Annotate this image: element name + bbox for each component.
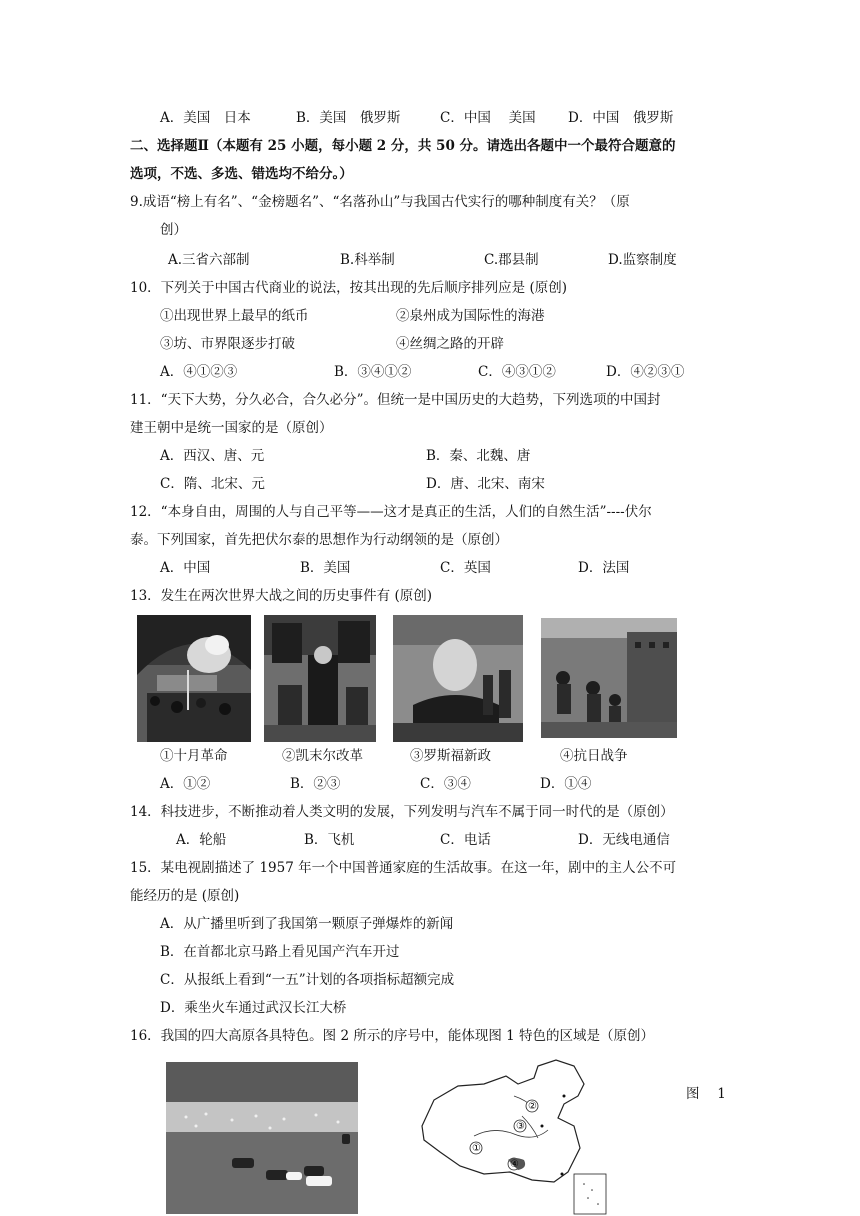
q9-option-a: A.三省六部制 [168, 252, 250, 268]
q9-stem-line2: 创） [160, 222, 187, 238]
q14-option-a: A．轮船 [176, 832, 227, 848]
top-option-d: D．中国 俄罗斯 [568, 110, 674, 126]
roosevelt-new-deal-photo [393, 615, 523, 742]
map-label-3: ③ [516, 1121, 525, 1132]
map-label-1: ① [472, 1143, 481, 1154]
section-heading-line2: 选项，不选、多选、错选均不给分。） [130, 166, 353, 182]
q13-option-b: B．②③ [290, 776, 341, 792]
q11-option-b: B．秦、北魏、唐 [426, 448, 531, 464]
q10-item-2: ②泉州成为国际性的海港 [396, 308, 545, 324]
q10-stem: 10．下列关于中国古代商业的说法，按其出现的先后顺序排列应是 (原创) [130, 280, 568, 296]
q15-stem-line1: 15．某电视剧描述了 1957 年一个中国普通家庭的生活故事。在这一年，剧中的主人公不可 [130, 860, 677, 876]
q12-option-b: B．美国 [300, 560, 351, 576]
top-option-b: B．美国 俄罗斯 [296, 110, 401, 126]
q15-option-d: D．乘坐火车通过武汉长江大桥 [160, 1000, 347, 1016]
q13-caption-1: ①十月革命 [160, 748, 228, 764]
q13-caption-3: ③罗斯福新政 [410, 748, 491, 764]
q16-stem: 16．我国的四大高原各具特色。图 2 所示的序号中，能体现图 1 特色的区域是（原创） [130, 1028, 655, 1044]
q14-option-d: D．无线电通信 [578, 832, 670, 848]
q15-stem-line2: 能经历的是 (原创) [130, 888, 240, 904]
q11-stem-line1: 11．“天下大势，分久必合，合久必分”。但统一是中国历史的大趋势，下列选项的中国封 [130, 392, 661, 408]
q11-option-a: A．西汉、唐、元 [160, 448, 265, 464]
q14-option-b: B．飞机 [304, 832, 355, 848]
q15-option-b: B．在首都北京马路上看见国产汽车开过 [160, 944, 400, 960]
section-heading-line1: 二、选择题Ⅱ（本题有 25 小题，每小题 2 分，共 50 分。请选出各题中一个最符合题意的 [130, 138, 676, 154]
q10-item-1: ①出现世界上最早的纸币 [160, 308, 309, 324]
q12-stem-line2: 泰。下列国家，首先把伏尔泰的思想作为行动纲领的是（原创） [130, 532, 508, 548]
q9-option-c: C.郡县制 [484, 252, 539, 268]
top-option-a: A．美国 日本 [160, 110, 251, 126]
q10-option-d: D．④②③① [606, 364, 685, 380]
plateau-grassland-photo [166, 1062, 358, 1214]
q12-option-d: D．法国 [578, 560, 630, 576]
q10-option-b: B．③④①② [334, 364, 412, 380]
q13-option-a: A．①② [160, 776, 211, 792]
q9-option-d: D.监察制度 [608, 252, 677, 268]
q9-option-b: B.科举制 [340, 252, 395, 268]
map-label-2: ② [528, 1101, 537, 1112]
q9-stem-line1: 9.成语“榜上有名”、“金榜题名”、“名落孙山”与我国古代实行的哪种制度有关？（原 [130, 194, 630, 210]
kemal-reform-photo [264, 615, 376, 742]
q11-option-d: D．唐、北宋、南宋 [426, 476, 545, 492]
october-revolution-photo [137, 615, 251, 742]
top-option-c: C．中国 美国 [440, 110, 536, 126]
q12-option-c: C．英国 [440, 560, 491, 576]
q12-stem-line1: 12．“本身自由，周围的人与自己平等——这才是真正的生活，人们的自然生活”----伏尔 [130, 504, 652, 520]
q10-option-c: C．④③①② [478, 364, 556, 380]
anti-japanese-war-photo [541, 618, 677, 738]
q13-stem: 13．发生在两次世界大战之间的历史事件有 (原创) [130, 588, 433, 604]
figure-1-label: 图 1 [686, 1086, 726, 1102]
q11-option-c: C．隋、北宋、元 [160, 476, 265, 492]
q13-caption-4: ④抗日战争 [560, 748, 628, 764]
q13-option-c: C．③④ [420, 776, 471, 792]
q11-stem-line2: 建王朝中是统一国家的是（原创） [130, 420, 333, 436]
q15-option-c: C．从报纸上看到“一五”计划的各项指标超额完成 [160, 972, 455, 988]
map-label-4: ④ [510, 1159, 519, 1170]
q10-option-a: A．④①②③ [160, 364, 238, 380]
q14-option-c: C．电话 [440, 832, 491, 848]
q12-option-a: A．中国 [160, 560, 211, 576]
q15-option-a: A．从广播里听到了我国第一颗原子弹爆炸的新闻 [160, 916, 454, 932]
q10-item-3: ③坊、市界限逐步打破 [160, 336, 295, 352]
q10-item-4: ④丝绸之路的开辟 [396, 336, 504, 352]
q14-stem: 14．科技进步，不断推动着人类文明的发展，下列发明与汽车不属于同一时代的是（原创） [130, 804, 674, 820]
q13-caption-2: ②凯末尔改革 [282, 748, 363, 764]
china-map [414, 1056, 614, 1216]
q13-option-d: D．①④ [540, 776, 592, 792]
